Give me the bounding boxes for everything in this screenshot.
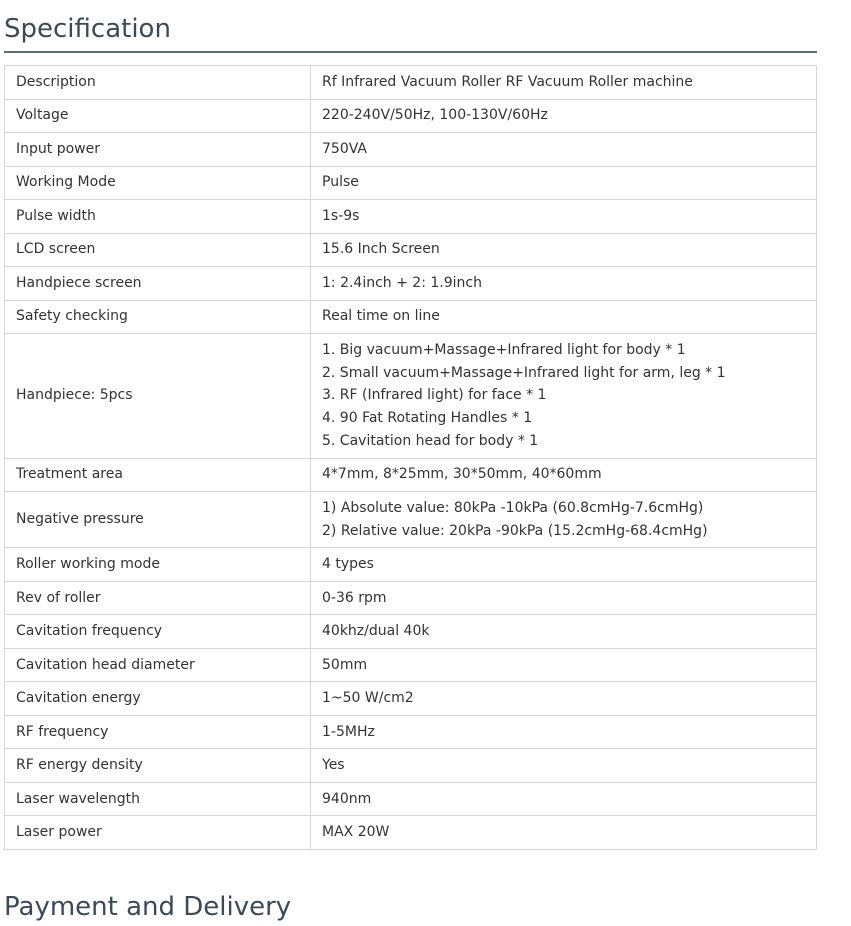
spec-label: Input power bbox=[5, 133, 311, 167]
spec-label: Working Mode bbox=[5, 166, 311, 200]
spec-row bbox=[5, 548, 817, 582]
next-section-title: Payment and Delivery bbox=[4, 892, 292, 922]
spec-label: Cavitation head diameter bbox=[5, 648, 311, 682]
spec-value-line: 1) Absolute value: 80kPa -10kPa (60.8cmHg-7.6cmHg) bbox=[322, 500, 704, 517]
spec-value: 220-240V/50Hz, 100-130V/60Hz bbox=[311, 99, 817, 133]
title-divider bbox=[4, 51, 817, 53]
spec-row bbox=[5, 334, 817, 459]
spec-value: 1s-9s bbox=[311, 200, 817, 234]
spec-value-line: 4. 90 Fat Rotating Handles * 1 bbox=[322, 410, 533, 427]
spec-row bbox=[5, 233, 817, 267]
spec-value: 0-36 rpm bbox=[311, 581, 817, 615]
spec-value: 1: 2.4inch + 2: 1.9inch bbox=[311, 267, 817, 301]
spec-value bbox=[311, 492, 817, 548]
spec-value-line: 5. Cavitation head for body * 1 bbox=[322, 432, 539, 449]
spec-value-line: 3. RF (Infrared light) for face * 1 bbox=[322, 387, 547, 404]
spec-row bbox=[5, 458, 817, 492]
specification-table-body bbox=[5, 66, 817, 850]
spec-row bbox=[5, 166, 817, 200]
spec-label: Negative pressure bbox=[5, 492, 311, 548]
spec-label: Treatment area bbox=[5, 458, 311, 492]
section-title: Specification bbox=[4, 14, 171, 44]
spec-label: Rev of roller bbox=[5, 581, 311, 615]
spec-value: Real time on line bbox=[311, 300, 817, 334]
spec-row bbox=[5, 749, 817, 783]
spec-row bbox=[5, 133, 817, 167]
spec-row bbox=[5, 267, 817, 301]
spec-label: Cavitation energy bbox=[5, 682, 311, 716]
spec-row bbox=[5, 66, 817, 100]
spec-value: 15.6 Inch Screen bbox=[311, 233, 817, 267]
spec-row bbox=[5, 682, 817, 716]
spec-label: Cavitation frequency bbox=[5, 615, 311, 649]
spec-value: 1~50 W/cm2 bbox=[311, 682, 817, 716]
spec-row bbox=[5, 492, 817, 548]
spec-row bbox=[5, 816, 817, 850]
spec-label: Handpiece screen bbox=[5, 267, 311, 301]
spec-row bbox=[5, 99, 817, 133]
spec-value: 4*7mm, 8*25mm, 30*50mm, 40*60mm bbox=[311, 458, 817, 492]
spec-label: Description bbox=[5, 66, 311, 100]
spec-value-line: 2. Small vacuum+Massage+Infrared light for arm, leg * 1 bbox=[322, 364, 726, 381]
spec-row bbox=[5, 782, 817, 816]
spec-label: Pulse width bbox=[5, 200, 311, 234]
spec-value bbox=[311, 334, 817, 459]
spec-label: Handpiece: 5pcs bbox=[5, 334, 311, 459]
spec-value: Yes bbox=[311, 749, 817, 783]
spec-value: 750VA bbox=[311, 133, 817, 167]
spec-row bbox=[5, 648, 817, 682]
spec-value: 940nm bbox=[311, 782, 817, 816]
spec-value-line: 1. Big vacuum+Massage+Infrared light for body * 1 bbox=[322, 342, 686, 358]
spec-value: Rf Infrared Vacuum Roller RF Vacuum Roller machine bbox=[311, 66, 817, 100]
spec-label: RF frequency bbox=[5, 715, 311, 749]
spec-value: 1-5MHz bbox=[311, 715, 817, 749]
spec-label: Laser wavelength bbox=[5, 782, 311, 816]
spec-value: 4 types bbox=[311, 548, 817, 582]
spec-value: 40khz/dual 40k bbox=[311, 615, 817, 649]
spec-value-line: 2) Relative value: 20kPa -90kPa (15.2cmHg-68.4cmHg) bbox=[322, 522, 708, 539]
spec-label: Voltage bbox=[5, 99, 311, 133]
specification-table bbox=[4, 65, 817, 850]
spec-label: Roller working mode bbox=[5, 548, 311, 582]
spec-row bbox=[5, 581, 817, 615]
spec-label: Safety checking bbox=[5, 300, 311, 334]
spec-row bbox=[5, 615, 817, 649]
spec-value: MAX 20W bbox=[311, 816, 817, 850]
spec-row bbox=[5, 200, 817, 234]
spec-label: LCD screen bbox=[5, 233, 311, 267]
spec-value: 50mm bbox=[311, 648, 817, 682]
spec-label: RF energy density bbox=[5, 749, 311, 783]
spec-label: Laser power bbox=[5, 816, 311, 850]
spec-row bbox=[5, 300, 817, 334]
spec-value: Pulse bbox=[311, 166, 817, 200]
spec-row bbox=[5, 715, 817, 749]
